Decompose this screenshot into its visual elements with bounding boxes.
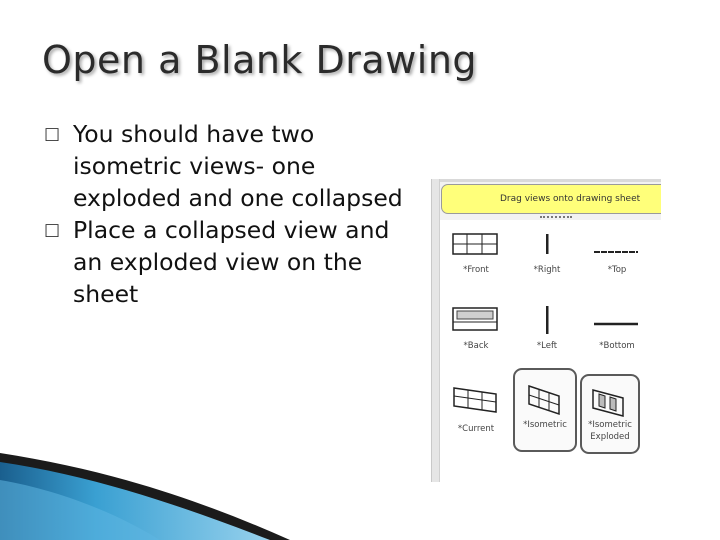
view-palette-panel: [431, 179, 661, 482]
view-item-isometric[interactable]: [513, 368, 577, 452]
isometric-view-icon: [525, 382, 565, 418]
view-label: *Current: [457, 424, 495, 434]
view-item-right[interactable]: [516, 228, 578, 298]
view-grid: [440, 220, 661, 482]
bullet-item: [44, 214, 424, 310]
panel-scroll-strip[interactable]: [432, 179, 440, 482]
view-label: *Right: [533, 265, 561, 275]
bottom-view-icon: [592, 308, 642, 336]
view-item-current[interactable]: [445, 380, 507, 450]
view-label: *Bottom: [599, 341, 635, 351]
left-view-icon: [538, 304, 558, 336]
top-view-icon: [592, 232, 642, 260]
view-label: *Isometric: [523, 420, 567, 430]
view-label-line1: *Isometric: [588, 420, 632, 430]
bullet-list: [44, 118, 424, 310]
back-view-icon: [451, 306, 501, 336]
banner-text: Drag views onto drawing sheet: [500, 194, 641, 204]
isometric-exploded-view-icon: [590, 386, 630, 422]
slide-title: Open a Blank Drawing: [42, 38, 478, 82]
panel-top-strip: [432, 179, 661, 182]
current-view-icon: [451, 380, 501, 418]
view-item-top[interactable]: [586, 228, 648, 298]
bullet-text: You should have two isometric views- one exploded and one collapsed: [73, 120, 403, 212]
view-label-line2: Exploded: [590, 432, 630, 442]
view-item-back[interactable]: [445, 304, 507, 374]
bullet-box-icon: □: [44, 220, 61, 240]
front-view-icon: [451, 232, 501, 260]
view-label: *Back: [463, 341, 489, 351]
view-label: *Left: [536, 341, 558, 351]
view-item-left[interactable]: [516, 304, 578, 374]
view-item-front[interactable]: [445, 228, 507, 298]
view-item-isometric-exploded[interactable]: [580, 374, 640, 454]
view-label: *Front: [463, 265, 489, 275]
bullet-item: [44, 118, 424, 214]
bullet-text: Place a collapsed view and an exploded view on the sheet: [73, 216, 390, 308]
view-item-bottom[interactable]: [586, 304, 648, 374]
view-label: *Top: [607, 265, 627, 275]
bullet-box-icon: □: [44, 124, 61, 144]
drag-views-banner: [441, 184, 661, 214]
right-view-icon: [538, 232, 558, 260]
